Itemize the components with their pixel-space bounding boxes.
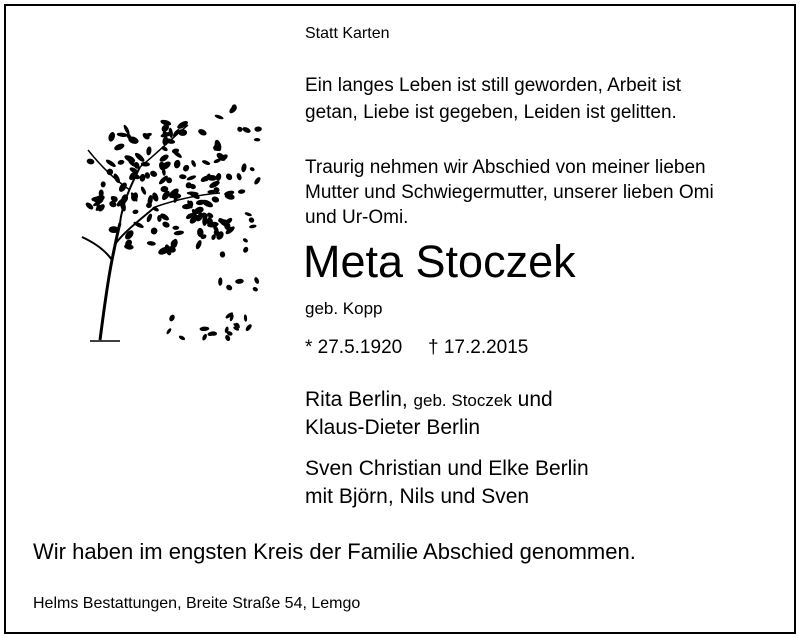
death-date: † 17.2.2015	[428, 337, 529, 358]
mourner-rita: Rita Berlin,	[305, 388, 408, 411]
header-statt-karten: Statt Karten	[305, 25, 390, 42]
funeral-home: Helms Bestattungen, Breite Straße 54, Lemgo	[33, 595, 361, 612]
poem-line-1: Ein langes Leben ist still geworden, Arbeit ist	[305, 75, 681, 96]
mourner-row-1	[305, 385, 553, 416]
wind-blown-tree-icon	[60, 95, 265, 345]
mourner-row-3: Sven Christian und Elke Berlin	[305, 457, 589, 480]
announcement-line-2: Mutter und Schwiegermutter, unserer lieben Omi	[305, 182, 714, 203]
mourner-row-2: Klaus-Dieter Berlin	[305, 416, 481, 439]
mourner-und: und	[517, 388, 553, 411]
mourner-row-4: mit Björn, Nils und Sven	[305, 485, 530, 508]
closing-statement: Wir haben im engsten Kreis der Familie Abschied genommen.	[33, 539, 636, 564]
mourner-rita-geb: geb. Stoczek	[413, 391, 512, 410]
deceased-name: Meta Stoczek	[303, 236, 576, 287]
birth-date: * 27.5.1920	[305, 337, 403, 358]
announcement-line-3: und Ur-Omi.	[305, 207, 409, 228]
poem-line-2: getan, Liebe ist gegeben, Leiden ist gelitten.	[305, 102, 677, 123]
maiden-name: geb. Kopp	[305, 299, 383, 318]
announcement-line-1: Traurig nehmen wir Abschied von meiner lieben	[305, 157, 706, 178]
